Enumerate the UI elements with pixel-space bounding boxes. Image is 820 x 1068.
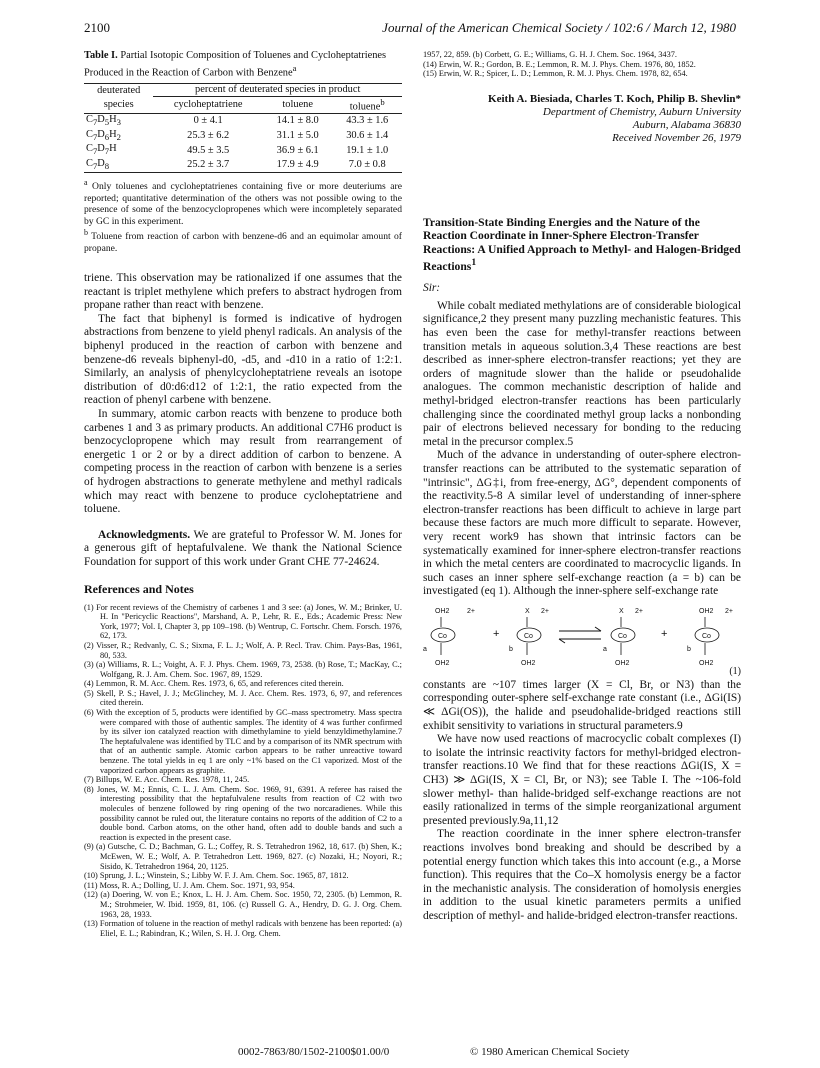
reference-list [84,603,402,939]
species-cell: $C_7D_5H_3$ [86,113,121,128]
article-title: Transition-State Binding Energies and the Nature of the Reaction Coordinate in Inner-Sphere Electron-Transfer Reactions: A Unified Approach to Methyl- and Halogen-Bridged Reactions$^1$ [423,215,741,274]
isotope-table [84,83,402,173]
header-percent: percent of deuterated species in product [153,84,402,97]
table-row [84,113,402,128]
table-caption-text: Partial Isotopic Composition of Toluenes and Cycloheptatrienes Produced in the Reaction of Carbon with Benzene [84,50,387,79]
eq-co: Co [438,632,447,640]
value-cell: 0 ± 4.1 [193,115,223,127]
table-note-b: $^b$ Toluene from reaction of carbon with benzene-d6 and an equimolar amount of propane. [84,228,402,254]
left-body [84,272,402,569]
eq-co: Co [702,632,711,640]
equation-scheme [423,603,741,677]
eq-oh2-top: OH2 [699,607,714,615]
reference-item: (13) Formation of toluene in the reaction of methyl radicals with benzene has been reported: (a) Eliel, E. L.; Rabindran, K.; Wilen, S. H. J. Org. Chem. [84,919,402,938]
reference-item: (5) Skell, P. S.; Havel, J. J.; McGlinchey, M. J. Acc. Chem. Res. 1973, 6, 97, and references cited therein. [84,688,402,708]
eq-charge: 2+ [635,607,643,615]
reference-item: (7) Billups, W. E. Acc. Chem. Res. 1978, 11, 245. [84,775,250,785]
page-header [84,20,736,40]
paragraph: The reaction coordinate in the inner sphere electron-transfer reactions involves bond breaking and should be described by a potential energy function which takes this into account (e.g., a Morse function). This requires that the Co–X homolysis energy be a factor in the mechanistic analysis. The consideration of homolysis energies in addition to the usual kinetic parameters permits a unified description of methyl- and halide-bridged electron-transfer reactions. [423,828,741,922]
reference-item: (11) Moss, R. A.; Dolling, U. J. Am. Chem. Soc. 1971, 93, 954. [84,880,295,890]
eq-oh2-bottom: OH2 [435,659,450,667]
paragraph: We have now used reactions of macrocyclic cobalt complexes (I) to isolate the intrinsic reactivity factors for methyl-bridged electron-transfer reactions.10 We find that for these reactions ΔGi(IS, X = CH3) ≫ ΔGi(IS, X = Cl, Br, or N3); see Table I. The ~106-fold slower methyl- than halide-bridged self-exchange reactions are not easily rationalized in terms of the simple reorganizational argument presented previously.9a,11,12 [423,733,741,827]
affiliation-city: Auburn, Alabama 36830 [632,119,741,132]
reference-item: 1957, 22, 859. (b) Corbett, G. E.; Williams, G. H. J. Chem. Soc. 1964, 3437. [423,50,677,59]
table-row [84,143,402,158]
table-row [84,129,402,144]
value-cell: 25.3 ± 6.2 [187,130,230,142]
reference-item: (3) (a) Williams, R. L.; Voight, A. F. J. Phys. Chem. 1969, 73, 2538. (b) Rose, T.; MacKay, C.; Wolfgang, R. J. Am. Chem. Soc. 1967, 89, 1529. [84,660,402,679]
species-cell: $C_7D_7H$ [86,143,117,157]
eq-plus: + [493,627,500,640]
paragraph: In summary, atomic carbon reacts with benzene to produce both carbenes 1 and 3 as primary products. An additional C7H6 product is benzocyclopropene which may result from rearrangement of energetic 1 or 2 or by a direct addition of carbon to benzene. A competing process in the reaction of carbon with benzene is a series of hydrogen abstractions to generate methylene and methyl radicals which may react with benzene to produce cycloheptatriene and toluene. [84,408,402,516]
paragraph: While cobalt mediated methylations are of considerable biological significance,2 they present many puzzling mechanistic features. This has even been the case for methyl-transfer reactions between transition metals in aqueous solution.3,4 These reactions are best described as inner-sphere electron-transfer reactions; yet they are orders of magnitude slower than the halide or pseudohalide analogues. The common mechanistic description of halide and methyl-bridged electron-transfer reactions has been particularly challenging since the coordinated methyl group lacks a nonbonding pair of electrons believed necessary for bonding to the reducing metal in the precursor complex.5 [423,299,741,448]
header-deuterated: deuterated [84,84,153,97]
value-cell: 7.0 ± 0.8 [332,158,402,173]
value-cell: 19.1 ± 1.0 [346,144,389,156]
table-caption-label: Table I. [84,50,118,61]
right-column [423,50,741,924]
acknowledgments: Acknowledgments. We are grateful to Professor W. M. Jones for a generous gift of heptafulvalene. We thank the National Science Foundation for support of this work under Grant CHE 77-24624. [84,528,402,568]
reference-item: (9) (a) Gutsche, C. D.; Bachman, G. L.; Coffey, R. S. Tetrahedron 1962, 18, 617. (b) Shen, K.; McEwen, W. E.; Wolf, A. P. Tetrahedron Lett. 1969, 827. (c) Nozaki, H.; Noyori, R.; Sisido, K. Tetrahedron 1964, 20, 1125. [84,842,402,871]
eq-oh2-bottom: OH2 [521,659,536,667]
eq-x: X [525,607,530,615]
reference-list-continued [423,50,741,79]
value-cell: 30.6 ± 1.4 [346,130,389,142]
paragraph: Much of the advance in understanding of outer-sphere electron-transfer reactions can be attributed to the systematic separation of "intrinsic", ΔG‡i, from free-energy, ΔG°, dependent components of the reactivity.5-8 A similar level of understanding of inner-sphere electron-transfer reactions has been difficult to achieve in large part because these factors are much more difficult to separate. However, very recent work9 has shown that intrinsic factors can be systematically examined for inner-sphere electron-transfer reactions in which the metal centers are coordinated to macrocyclic ligands. In such cases an inner sphere self-exchange reaction (a = b) can be investigated (eq 1). Although the inner-sphere self-exchange rate [423,449,741,598]
page-number: 2100 [84,20,110,35]
header-cycloheptatriene: cycloheptatriene [153,96,263,113]
reference-item: (8) Jones, W. M.; Ennis, C. L. J. Am. Chem. Soc. 1969, 91, 6391. A referee has raised the interesting possibility that the heptafulvalene results from reaction of C2 with two molecules of benzene followed by ring opening of the two norcaradienes. While this possibility cannot be ruled out, the literature contains no reports of the addition of C2 to a double bond. Carbon atoms, on the other hand, often add to double bands and such a reaction is expected in the present case. [84,784,402,842]
affiliation-dept: Department of Chemistry, Auburn University [542,105,741,118]
reference-item: (10) Sprung, J. L.; Winstein, S.; Libby W. F. J. Am. Chem. Soc. 1965, 87, 1812. [84,871,349,881]
reference-item: (6) With the exception of 5, products were identified by GC–mass spectrometry. Mass spectra were compared with those of authentic samples. The identity of 4 was further confirmed by its silver ion catalyzed reaction with dimethylamine to yield benzyldimethylamine.7 The heptafulvalene was identified by TLC and by a comparison of its NMR spectrum with that of an authentic sample. Atomic carbon appears to be rather unreactive toward benzene. The total yields in eq 1 are only ~1% based on the C1 vaporized. Most of the vaporized carbon appears as graphite. [84,708,402,775]
value-cell: 43.3 ± 1.6 [346,115,389,127]
eq-b: b [687,645,691,653]
equation-1 [423,603,741,677]
right-body-continued [423,679,741,924]
paragraph: triene. This observation may be rationalized if one assumes that the reactant is triplet methylene which prefers to abstract hydrogen from propane rather than react with benzene. [84,272,402,312]
value-cell: 14.1 ± 8.0 [276,115,319,127]
footer-code: 0002-7863/80/1502-2100$01.00/0 [238,1046,390,1058]
value-cell: 36.9 ± 6.1 [276,144,319,156]
species-cell: $C_7D_8$ [84,158,153,173]
left-column [84,50,402,938]
value-cell: 17.9 ± 4.9 [263,158,332,173]
reference-item: (15) Erwin, W. R.; Spicer, L. D.; Lemmon, R. M. J. Phys. Chem. 1978, 82, 654. [423,69,688,79]
eq-co: Co [524,632,533,640]
value-cell: 25.2 ± 3.7 [153,158,263,173]
value-cell: 31.1 ± 5.0 [276,130,319,142]
value-cell: 49.5 ± 3.5 [187,144,230,156]
eq-x: X [619,607,624,615]
reference-item: (14) Erwin, W. R.; Gordon, B. E.; Lemmon, R. M. J. Phys. Chem. 1976, 80, 1852. [423,59,696,69]
reference-item: (12) (a) Doering, W. von E.; Knox, L. H. J. Am. Chem. Soc. 1950, 72, 2305. (b) Lemmon, R. M.; Strohmeier, W. Ibid. 1959, 81, 106. (c) Russell G. A., Hendry, D. G. J. Org. Chem. 1963, 28, 1933. [84,890,402,919]
paragraph: The fact that biphenyl is formed is indicative of hydrogen abstractions from benzene to yield phenyl radicals. An analysis of the biphenyl produced in the reaction of carbon with benzene and benzene-d6 reveals biphenyl-d0, -d5, and -d10 in a ratio of 1:2:1. Similarly, an analysis of phenylcycloheptatriene reveals an isotope distribution of d0:d6:d12 of 1:2:1, the ratio expected from the reaction of phenyl carbene with benzene. [84,312,402,407]
eq-a: a [603,645,607,653]
reference-item: (1) For recent reviews of the Chemistry of carbenes 1 and 3 see: (a) Jones, W. M.; Brinker, U. H. In "Pericyclic Reactions", Marshand, A. P., Lehr, R. E., Eds.; Academic Press: New York, 1977; Vol. I, Chapter 3, pp 109–198. (b) Wentrup, C. Fortschr. Chem. Forsch. 1976, 62, 173. [84,602,402,641]
eq-oh2-bottom: OH2 [615,659,630,667]
header-toluene-b: toluene$^b$ [332,96,402,113]
equation-label: (1) [729,665,741,677]
eq-b: b [509,645,513,653]
paragraph: constants are ~107 times larger (X = Cl, Br, or N3) than the corresponding outer-sphere self-exchange rate constant (i.e., ΔGi(IS) ≪ ΔGi(OS)), the halide and pseudohalide-bridged reactions still exhibit sensitivity to variations in structural parameters.9 [423,678,741,732]
table-caption-mark: a [292,63,297,73]
eq-plus: + [661,627,668,640]
table-row [84,158,402,173]
eq-charge: 2+ [541,607,549,615]
header-toluene: toluene [263,96,332,113]
author-names: Keith A. Biesiada, Charles T. Koch, Philip B. Shevlin* [488,92,741,105]
salutation: Sir: [423,281,441,294]
eq-oh2-bottom: OH2 [699,659,714,667]
journal-running-head: Journal of the American Chemical Society / 102:6 / March 12, 1980 [382,20,736,35]
reference-item: (2) Visser, R.; Redvanly, C. S.; Sixma, F. L. J.; Wolf, A. P. Recl. Trav. Chim. Pays-Bas, 1961, 80, 533. [84,640,402,660]
right-body [423,300,741,599]
table-note-a: $^a$ Only toluenes and cycloheptatrienes containing five or more deuteriums are reported; quantitative determination of the others was not possible owing to the presence of some of the benzocyclopropenes which were incompletely separated by GC in this experiment. [84,178,402,227]
eq-charge: 2+ [725,607,733,615]
reference-item: (4) Lemmon, R. M. Acc. Chem. Res. 1973, 6, 65, and references cited therein. [84,679,344,689]
eq-oh2-top: OH2 [435,607,450,615]
species-cell: $C_7D_6H_2$ [86,128,121,142]
table-caption [84,50,402,79]
eq-co: Co [618,632,627,640]
eq-charge: 2+ [467,607,475,615]
references-title: References and Notes [84,581,194,596]
eq-a: a [423,645,427,653]
author-block [423,93,741,146]
footer-copyright: © 1980 American Chemical Society [470,1046,630,1058]
header-species: species [84,96,153,113]
received-date: Received November 26, 1979 [612,132,741,145]
